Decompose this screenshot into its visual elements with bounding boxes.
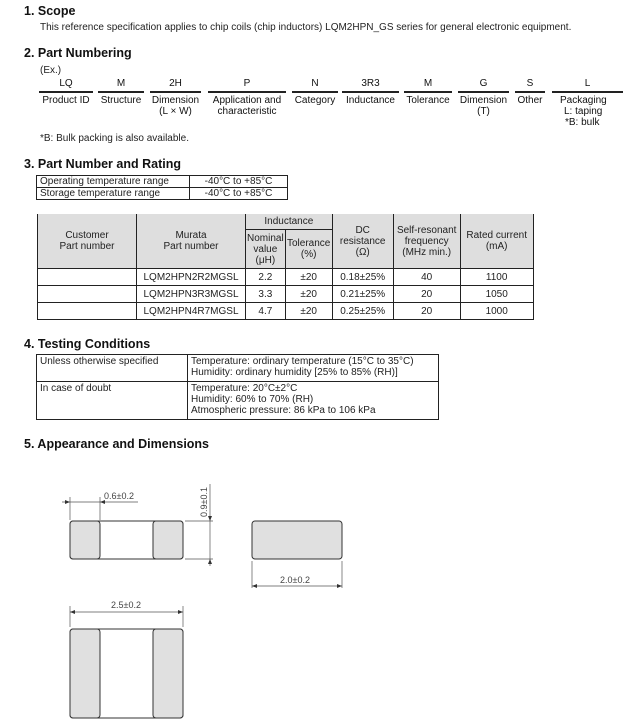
header-nominal: Nominal value (μH) [246,230,286,269]
pn-col-structure: M Structure [98,78,144,106]
pn-col-dimension-lw: 2H Dimension (L × W) [151,78,200,117]
header-inductance: Inductance [246,214,333,230]
table-row: Unless otherwise specified Temperature: ordinary temperature (15°C to 35°C) Humidity: ordinary humidity [25% to 85% (RH)] [37,355,439,382]
scope-text: This reference specification applies to chip coils (chip inductors) LQM2HPN_GS series for general electronic equipment. [40,22,572,33]
header-murata: Murata Part number [137,214,246,269]
pn-col-dimension-t: G Dimension (T) [459,78,508,117]
electrode-dimension-label: 0.6±0.2 [104,491,134,501]
header-tolerance: Tolerance (%) [285,230,332,269]
table-row: LQM2HPN3R3MGSL 3.3 ±20 0.21±25% 20 1050 [38,286,534,303]
header-customer: Customer Part number [38,214,137,269]
pn-col-other: S Other [515,78,545,106]
side-view-chip [252,521,342,559]
pn-col-tolerance: M Tolerance [404,78,452,106]
bulk-note: *B: Bulk packing is also available. [40,133,189,144]
top-view-chip [70,521,183,559]
header-rated-current: Rated current (mA) [460,214,533,269]
example-label: (Ex.) [40,65,62,76]
width-dimension-label: 2.0±0.2 [280,575,310,585]
length-dimension-label: 2.5±0.2 [111,600,141,610]
part-numbering-heading: 2. Part Numbering [24,46,132,60]
appearance-heading: 5. Appearance and Dimensions [24,437,210,451]
table-row: LQM2HPN4R7MGSL 4.7 ±20 0.25±25% 20 1000 [38,303,534,320]
table-row: Operating temperature range -40°C to +85°C [37,176,288,188]
pn-col-inductance: 3R3 Inductance [342,78,399,106]
pn-col-category: N Category [292,78,338,106]
table-row: In case of doubt Temperature: 20°C±2°C Humidity: 60% to 70% (RH) Atmospheric pressure: 86 kPa to 106 kPa [37,382,439,420]
header-dc-resistance: DC resistance (Ω) [332,214,393,269]
pn-col-product-id: LQ Product ID [39,78,93,106]
header-srf: Self-resonant frequency (MHz min.) [393,214,460,269]
table-row: LQM2HPN2R2MGSL 2.2 ±20 0.18±25% 40 1100 [38,269,534,286]
testing-heading: 4. Testing Conditions [24,337,151,351]
scope-heading: 1. Scope [24,4,76,18]
rating-heading: 3. Part Number and Rating [24,157,181,171]
pn-col-application: P Application and characteristic [208,78,286,117]
pn-col-packaging: L Packaging L: taping *B: bulk [552,78,623,128]
bottom-view-chip [70,629,183,718]
table-row: Storage temperature range -40°C to +85°C [37,188,288,200]
thickness-dimension-label: 0.9±0.1 [199,487,209,517]
